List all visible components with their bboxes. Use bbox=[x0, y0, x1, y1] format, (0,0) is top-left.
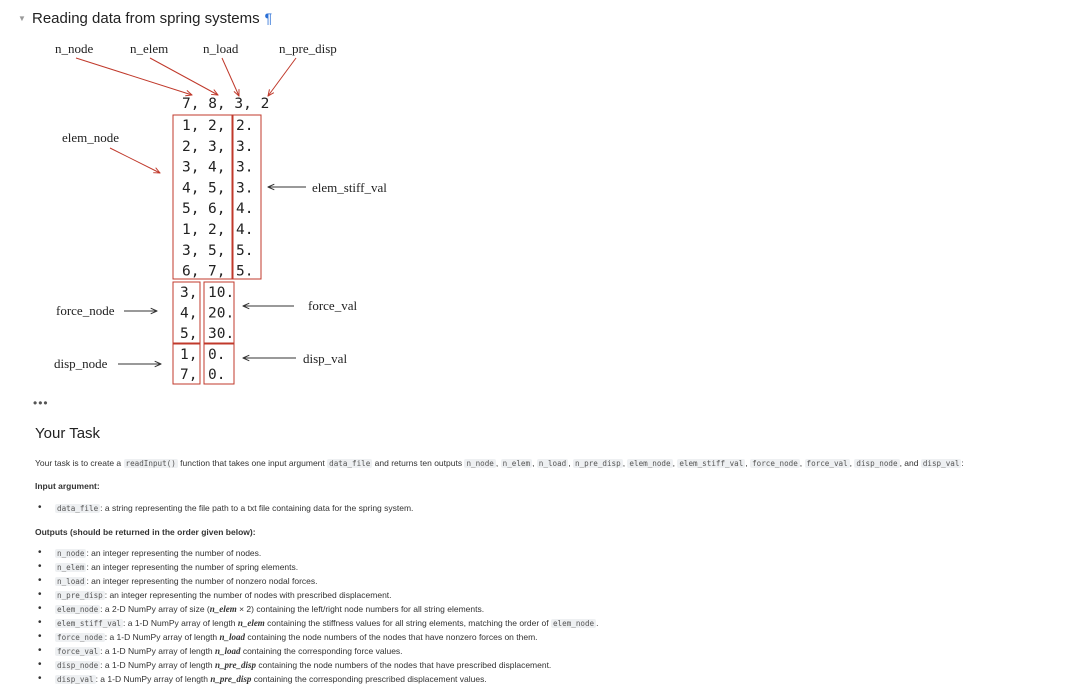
task-intro bbox=[35, 458, 964, 468]
disp-rows bbox=[180, 347, 225, 383]
output-var: n_elem bbox=[237, 618, 265, 628]
elem-left-node: 6, bbox=[182, 263, 200, 280]
intro-text: Your task is to create a bbox=[35, 458, 124, 468]
output-text: : an integer representing the number of nodes with prescribed displacement. bbox=[104, 590, 392, 600]
output-text: containing the stiffness values for all string elements, matching the order of bbox=[264, 618, 551, 628]
output-code: elem_node bbox=[57, 605, 99, 614]
input-heading: Input argument: bbox=[35, 481, 100, 491]
label-force-node: force_node bbox=[56, 303, 115, 318]
output-text: : an integer representing the number of nonzero nodal forces. bbox=[86, 576, 318, 586]
input-code: data_file bbox=[57, 504, 99, 513]
output-list bbox=[35, 546, 599, 686]
output-var: n_load bbox=[214, 646, 241, 656]
intro-output-code: n_node bbox=[466, 459, 494, 468]
elem-left-node: 5, bbox=[182, 201, 200, 218]
elem-stiffness: 2. bbox=[236, 118, 254, 134]
header-counts: 7, 8, 3, 2 bbox=[182, 96, 270, 112]
output-var: n_elem bbox=[209, 604, 237, 614]
elem-left-node: 2, bbox=[182, 138, 200, 155]
label-elem-stiff-val: elem_stiff_val bbox=[312, 180, 387, 195]
output-code: force_val bbox=[57, 647, 99, 656]
force-value: 30. bbox=[208, 326, 235, 342]
label-n-load: n_load bbox=[203, 41, 239, 56]
intro-output-code: elem_node bbox=[629, 459, 671, 468]
arrow-n-node bbox=[76, 58, 192, 95]
output-text: × 2) containing the left/right node numbers for all string elements. bbox=[236, 604, 485, 614]
output-item bbox=[35, 546, 599, 560]
output-text: containing the corresponding prescribed displacement values. bbox=[251, 674, 487, 684]
section-heading bbox=[18, 6, 272, 30]
intro-output-code: n_pre_disp bbox=[574, 459, 621, 468]
intro-output-code: force_node bbox=[752, 459, 798, 468]
output-text: : a 1-D NumPy array of length bbox=[123, 618, 238, 628]
elem-right-node: 3, bbox=[208, 138, 226, 155]
intro-text: , and bbox=[899, 458, 921, 468]
force-rows bbox=[180, 285, 234, 342]
elem-stiffness: 4. bbox=[236, 222, 254, 238]
arrow-n-elem bbox=[150, 58, 218, 95]
section-title: Reading data from spring systems bbox=[32, 9, 260, 27]
force-node-value: 3, bbox=[180, 285, 198, 301]
output-item bbox=[35, 658, 599, 672]
output-text: : a 2-D NumPy array of size ( bbox=[100, 604, 210, 614]
output-item bbox=[35, 560, 599, 574]
intro-output-code: force_val bbox=[806, 459, 848, 468]
output-var: n_load bbox=[219, 632, 246, 642]
force-node-value: 4, bbox=[180, 305, 198, 322]
elem-left-node: 1, bbox=[182, 118, 200, 134]
elem-right-node: 5, bbox=[208, 242, 226, 259]
elem-stiffness: 3. bbox=[236, 138, 254, 155]
intro-separator: , bbox=[799, 458, 805, 468]
output-item bbox=[35, 602, 599, 616]
output-item bbox=[35, 574, 599, 588]
intro-text: function that takes one input argument bbox=[177, 458, 328, 468]
more-ellipsis[interactable]: ••• bbox=[33, 396, 49, 410]
elem-left-node: 4, bbox=[182, 180, 200, 197]
force-node-value: 5, bbox=[180, 326, 198, 342]
output-item bbox=[35, 616, 599, 630]
intro-separator: , bbox=[495, 458, 501, 468]
output-text: : a 1-D NumPy array of length bbox=[95, 674, 211, 684]
intro-separator: , bbox=[745, 458, 751, 468]
elem-stiffness: 3. bbox=[236, 180, 254, 197]
diagram-svg bbox=[0, 34, 460, 394]
output-code: n_load bbox=[57, 577, 85, 586]
intro-func-code: readInput() bbox=[125, 459, 176, 468]
output-text: : a 1-D NumPy array of length bbox=[100, 660, 215, 670]
input-item bbox=[35, 501, 413, 515]
intro-separator: , bbox=[672, 458, 678, 468]
intro-text: : bbox=[961, 458, 964, 468]
output-item bbox=[35, 630, 599, 644]
intro-output-code: n_load bbox=[538, 459, 567, 468]
label-n-elem: n_elem bbox=[130, 41, 169, 56]
collapse-caret-icon[interactable]: ▼ bbox=[18, 13, 26, 23]
disp-value: 0. bbox=[208, 367, 226, 383]
anchor-link-icon[interactable]: ¶ bbox=[264, 10, 273, 26]
output-text: : a 1-D NumPy array of length bbox=[104, 632, 220, 642]
intro-separator: , bbox=[622, 458, 628, 468]
intro-output-code: n_elem bbox=[502, 459, 531, 468]
arrow-elem-node bbox=[110, 148, 160, 173]
output-text: containing the node numbers of the nodes that have prescribed displacement. bbox=[255, 660, 552, 670]
label-n-pre-disp: n_pre_disp bbox=[279, 41, 337, 56]
arrow-n-pre-disp bbox=[268, 58, 296, 96]
force-value: 20. bbox=[208, 305, 235, 322]
arrow-n-load bbox=[222, 58, 239, 96]
output-text: containing the node numbers of the nodes that have nonzero forces on them. bbox=[245, 632, 538, 642]
output-code: n_elem bbox=[57, 563, 85, 572]
input-list bbox=[35, 501, 413, 515]
elem-stiffness: 5. bbox=[236, 263, 254, 280]
output-code: n_pre_disp bbox=[57, 591, 103, 600]
elem-left-node: 3, bbox=[182, 242, 200, 259]
label-force-val: force_val bbox=[308, 298, 358, 313]
output-text: : a 1-D NumPy array of length bbox=[100, 646, 215, 656]
intro-separator: , bbox=[568, 458, 573, 468]
spring-data-diagram bbox=[0, 34, 460, 394]
output-item bbox=[35, 588, 599, 602]
intro-text: and returns ten outputs bbox=[372, 458, 465, 468]
elem-right-node: 2, bbox=[208, 222, 226, 238]
elem-right-node: 2, bbox=[208, 118, 226, 134]
elem-rows bbox=[182, 118, 253, 280]
outputs-heading: Outputs (should be returned in the order given below): bbox=[35, 527, 256, 537]
output-text: : an integer representing the number of spring elements. bbox=[86, 562, 299, 572]
intro-last-code: disp_val bbox=[922, 459, 960, 468]
output-var: n_pre_disp bbox=[210, 674, 252, 684]
output-text: containing the corresponding force values. bbox=[240, 646, 403, 656]
label-n-node: n_node bbox=[55, 41, 94, 56]
intro-outputs bbox=[464, 458, 899, 468]
elem-right-node: 5, bbox=[208, 180, 226, 197]
output-code: elem_node bbox=[552, 619, 595, 628]
disp-node-value: 7, bbox=[180, 367, 198, 383]
intro-arg-code: data_file bbox=[329, 459, 371, 468]
output-code: disp_val bbox=[57, 675, 94, 684]
disp-value: 0. bbox=[208, 347, 226, 363]
label-disp-val: disp_val bbox=[303, 351, 348, 366]
output-code: force_node bbox=[57, 633, 103, 642]
intro-separator: , bbox=[849, 458, 855, 468]
intro-output-code: disp_node bbox=[856, 459, 898, 468]
output-text: . bbox=[596, 618, 599, 628]
elem-left-node: 3, bbox=[182, 159, 200, 176]
elem-stiffness: 3. bbox=[236, 159, 254, 176]
label-disp-node: disp_node bbox=[54, 356, 108, 371]
input-text: : a string representing the file path to a txt file containing data for the spring system. bbox=[100, 503, 414, 513]
output-var: n_pre_disp bbox=[214, 660, 256, 670]
output-item bbox=[35, 644, 599, 658]
task-title: Your Task bbox=[35, 425, 101, 442]
elem-stiffness: 5. bbox=[236, 242, 254, 259]
elem-stiffness: 4. bbox=[236, 201, 254, 218]
label-elem-node: elem_node bbox=[62, 130, 120, 145]
intro-output-code: elem_stiff_val bbox=[679, 459, 744, 468]
elem-left-node: 1, bbox=[182, 222, 200, 238]
elem-right-node: 7, bbox=[208, 263, 226, 280]
disp-node-value: 1, bbox=[180, 347, 198, 363]
elem-right-node: 6, bbox=[208, 201, 226, 218]
output-item bbox=[35, 672, 599, 686]
elem-right-node: 4, bbox=[208, 159, 226, 176]
force-value: 10. bbox=[208, 285, 235, 301]
output-code: n_node bbox=[57, 549, 85, 558]
output-text: : an integer representing the number of nodes. bbox=[86, 548, 262, 558]
output-code: elem_stiff_val bbox=[57, 619, 122, 628]
output-code: disp_node bbox=[57, 661, 99, 670]
intro-separator: , bbox=[532, 458, 537, 468]
